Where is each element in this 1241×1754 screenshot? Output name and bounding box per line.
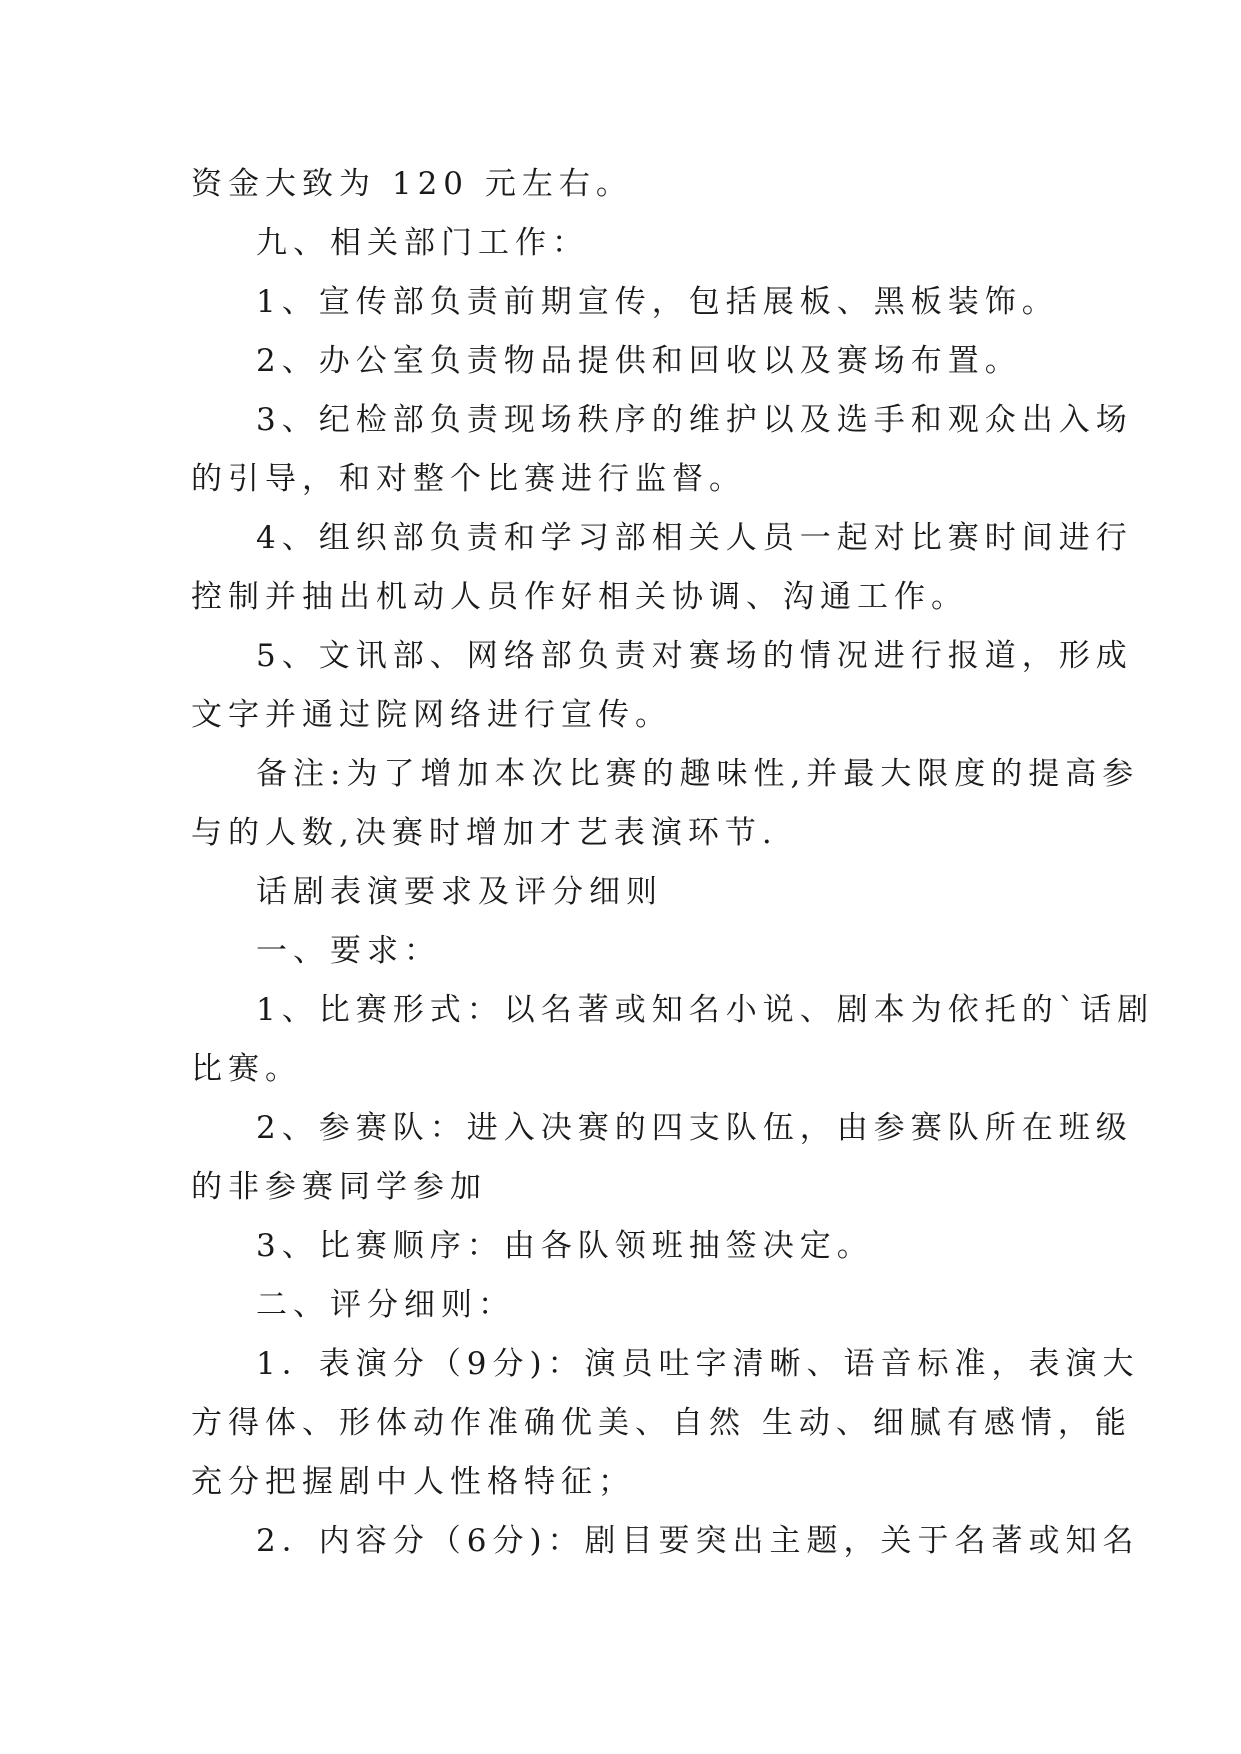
text-line-18: 的非参赛同学参加	[191, 1169, 487, 1205]
text-line-9: 5、文讯部、网络部负责对赛场的情况进行报道，形成	[256, 638, 1133, 674]
text-line-24: 2．内容分（6分)：剧目要突出主题，关于名著或知名	[256, 1523, 1140, 1559]
section-heading: 话剧表演要求及评分细则	[256, 874, 663, 910]
text-line-12: 与的人数,决赛时增加才艺表演环节.	[191, 815, 778, 851]
text-line-23: 充分把握剧中人性格特征；	[191, 1464, 635, 1500]
text-line-15: 1、比赛形式：以名著或知名小说、剧本为依托的`话剧	[256, 992, 1155, 1028]
text-line-8: 控制并抽出机动人员作好相关协调、沟通工作。	[191, 579, 968, 615]
text-line-11: 备注:为了增加本次比赛的趣味性,并最大限度的提高参	[256, 756, 1140, 792]
text-line-20: 二、评分细则：	[256, 1287, 515, 1323]
text-line-22: 方得体、形体动作准确优美、自然 生动、细腻有感情，能	[191, 1405, 1132, 1441]
text-line-10: 文字并通过院网络进行宣传。	[191, 697, 672, 733]
document-body	[191, 155, 1155, 1571]
text-line-4: 2、办公室负责物品提供和回收以及赛场布置。	[256, 343, 1022, 379]
text-line-1: 资金大致为 120 元左右。	[191, 166, 633, 202]
text-line-16: 比赛。	[191, 1051, 302, 1087]
text-line-17: 2、参赛队：进入决赛的四支队伍，由参赛队所在班级	[256, 1110, 1133, 1146]
text-line-21: 1．表演分（9分)：演员吐字清晰、语音标准，表演大	[256, 1346, 1140, 1382]
text-line-19: 3、比赛顺序：由各队领班抽签决定。	[256, 1228, 874, 1264]
text-line-14: 一、要求：	[256, 933, 441, 969]
text-line-3: 1、宣传部负责前期宣传，包括展板、黑板装饰。	[256, 284, 1059, 320]
text-line-2: 九、相关部门工作：	[256, 225, 589, 261]
text-line-5: 3、纪检部负责现场秩序的维护以及选手和观众出入场	[256, 402, 1133, 438]
text-line-7: 4、组织部负责和学习部相关人员一起对比赛时间进行	[256, 520, 1133, 556]
text-line-6: 的引导，和对整个比赛进行监督。	[191, 461, 746, 497]
